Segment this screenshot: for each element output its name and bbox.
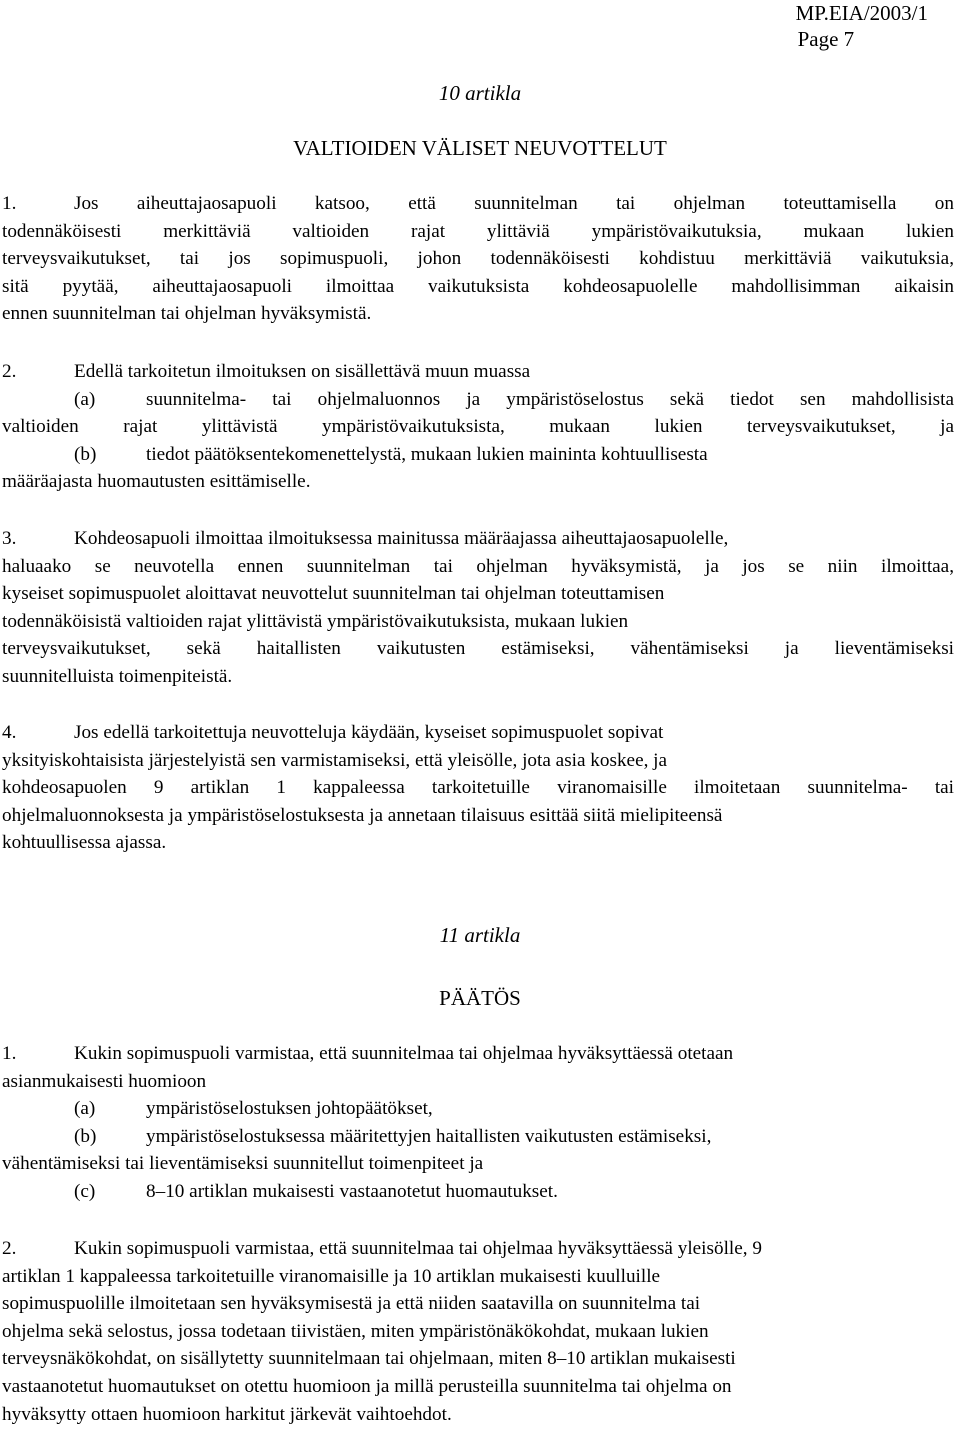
- paragraph-line: kyseiset sopimuspuolet aloittavat neuvottelut suunnitelman tai ohjelman toteuttamisen: [2, 583, 665, 605]
- paragraph-line: ennen suunnitelman tai ohjelman hyväksymistä.: [2, 303, 372, 325]
- paragraph-number: 2.: [2, 361, 17, 382]
- paragraph-line: 2. Edellä tarkoitetun ilmoituksen on sisällettävä muun muassa: [2, 358, 954, 386]
- paragraph-line: asianmukaisesti huomioon: [2, 1070, 207, 1092]
- paragraph-line: 1. Jos aiheuttajaosapuoli katsoo, että suunnitelman tai ohjelman toteuttamisella on: [2, 190, 954, 218]
- article-10-paragraph-4: [2, 719, 954, 857]
- article-10-heading: VALTIOIDEN VÄLISET NEUVOTTELUT: [293, 136, 667, 160]
- paragraph-line: valtioiden rajat ylittävistä ympäristövaikutuksista, mukaan lukien terveysvaikutukset, ja: [2, 416, 954, 438]
- article-11-paragraph-1: [2, 1040, 954, 1206]
- paragraph-number: 4.: [2, 722, 17, 743]
- paragraph-line: vastaanotetut huomautukset on otettu huomioon ja millä perusteilla suunnitelma tai ohjelma on: [2, 1375, 732, 1397]
- paragraph-line: sopimuspuolille ilmoitetaan sen hyväksymisestä ja että niiden saatavilla on suunnitelma tai: [2, 1293, 701, 1315]
- list-label: (a): [74, 388, 96, 410]
- list-item-a: (a) ympäristöselostuksen johtopäätökset,: [2, 1095, 954, 1123]
- paragraph-number: 3.: [2, 528, 17, 549]
- article-10-paragraph-2: [2, 358, 954, 496]
- paragraph-line: yksityiskohtaisista järjestelyistä sen varmistamiseksi, että yleisölle, jota asia koskee, ja: [2, 749, 668, 771]
- paragraph-line: kohdeosapuolen 9 artiklan 1 kappaleessa tarkoitetuille viranomaisille ilmoitetaan suunnitelma- tai: [2, 777, 954, 799]
- paragraph-line: määräajasta huomautusten esittämiselle.: [2, 471, 311, 493]
- page-header: [796, 0, 928, 52]
- list-label: (c): [74, 1180, 96, 1202]
- paragraph-line: terveysnäkökohdat, on sisällytetty suunnitelmaan tai ohjelmaan, miten 8–10 artiklan mukaisesti: [2, 1348, 736, 1370]
- paragraph-line: sitä pyytää, aiheuttajaosapuoli ilmoittaa vaikutuksista kohdeosapuolelle mahdollisimman aikaisin: [2, 275, 954, 297]
- paragraph-number: 2.: [2, 1238, 17, 1259]
- page-number: Page 7: [797, 27, 855, 51]
- paragraph-line: vähentämiseksi tai lieventämiseksi suunnitellut toimenpiteet ja: [2, 1153, 484, 1175]
- list-item-b: (b) tiedot päätöksentekomenettelystä, mukaan lukien maininta kohtuullisesta: [2, 441, 954, 469]
- paragraph-line: 4. Jos edellä tarkoitettuja neuvotteluja käydään, kyseiset sopimuspuolet sopivat: [2, 719, 954, 747]
- paragraph-line: suunnitelluista toimenpiteistä.: [2, 665, 233, 687]
- list-item-c: (c) 8–10 artiklan mukaisesti vastaanotetut huomautukset.: [2, 1178, 954, 1206]
- paragraph-line: kohtuullisessa ajassa.: [2, 832, 167, 854]
- article-10-paragraph-3: [2, 525, 954, 691]
- article-10-paragraph-1: [2, 190, 954, 328]
- paragraph-line: terveysvaikutukset, sekä haitallisten vaikutusten estämiseksi, vähentämiseksi ja lieventämiseksi: [2, 638, 954, 660]
- paragraph-line: artiklan 1 kappaleessa tarkoitetuille viranomaisille ja 10 artiklan mukaisesti kuulluille: [2, 1265, 661, 1287]
- paragraph-line: todennäköisesti merkittäviä valtioiden rajat ylittäviä ympäristövaikutuksia, mukaan lukien: [2, 220, 954, 242]
- paragraph-number: 1.: [2, 1043, 17, 1064]
- list-item-b: (b) ympäristöselostuksessa määritettyjen haitallisten vaikutusten estämiseksi,: [2, 1123, 954, 1151]
- paragraph-line: hyväksytty ottaen huomioon harkitut järkevät vaihtoehdot.: [2, 1403, 452, 1425]
- paragraph-line: terveysvaikutukset, tai jos sopimuspuoli, johon todennäköisesti kohdistuu merkittäviä vaikutuksia,: [2, 248, 954, 270]
- paragraph-line: ohjelmaluonnoksesta ja ympäristöselostuksesta ja annetaan tilaisuus esittää siitä mielipiteensä: [2, 804, 723, 826]
- article-11-heading: PÄÄTÖS: [439, 986, 521, 1010]
- paragraph-line: 2. Kukin sopimuspuoli varmistaa, että suunnitelmaa tai ohjelmaa hyväksyttäessä yleisölle, 9: [2, 1235, 954, 1263]
- list-item-a: (a) suunnitelma- tai ohjelmaluonnos ja ympäristöselostus sekä tiedot sen mahdollisista: [2, 386, 954, 414]
- paragraph-number: 1.: [2, 193, 17, 214]
- paragraph-line: haluaako se neuvotella ennen suunnitelman tai ohjelman hyväksymistä, ja jos se niin ilmoittaa,: [2, 555, 954, 577]
- list-label: (a): [74, 1098, 96, 1120]
- list-label: (b): [74, 1125, 97, 1147]
- paragraph-line: ohjelma sekä selostus, jossa todetaan tiivistäen, miten ympäristönäkökohdat, mukaan lukien: [2, 1320, 709, 1342]
- article-10-title: 10 artikla: [438, 81, 522, 105]
- article-11-title: 11 artikla: [439, 923, 521, 947]
- document-reference: MP.EIA/2003/1: [795, 1, 928, 25]
- paragraph-line: todennäköisistä valtioiden rajat ylittävistä ympäristövaikutuksista, mukaan lukien: [2, 610, 629, 632]
- paragraph-line: 1. Kukin sopimuspuoli varmistaa, että suunnitelmaa tai ohjelmaa hyväksyttäessä otetaan: [2, 1040, 954, 1068]
- article-11-paragraph-2: [2, 1235, 954, 1428]
- paragraph-line: 3. Kohdeosapuoli ilmoittaa ilmoituksessa mainitussa määräajassa aiheuttajaosapuolelle,: [2, 525, 954, 553]
- list-label: (b): [74, 443, 97, 465]
